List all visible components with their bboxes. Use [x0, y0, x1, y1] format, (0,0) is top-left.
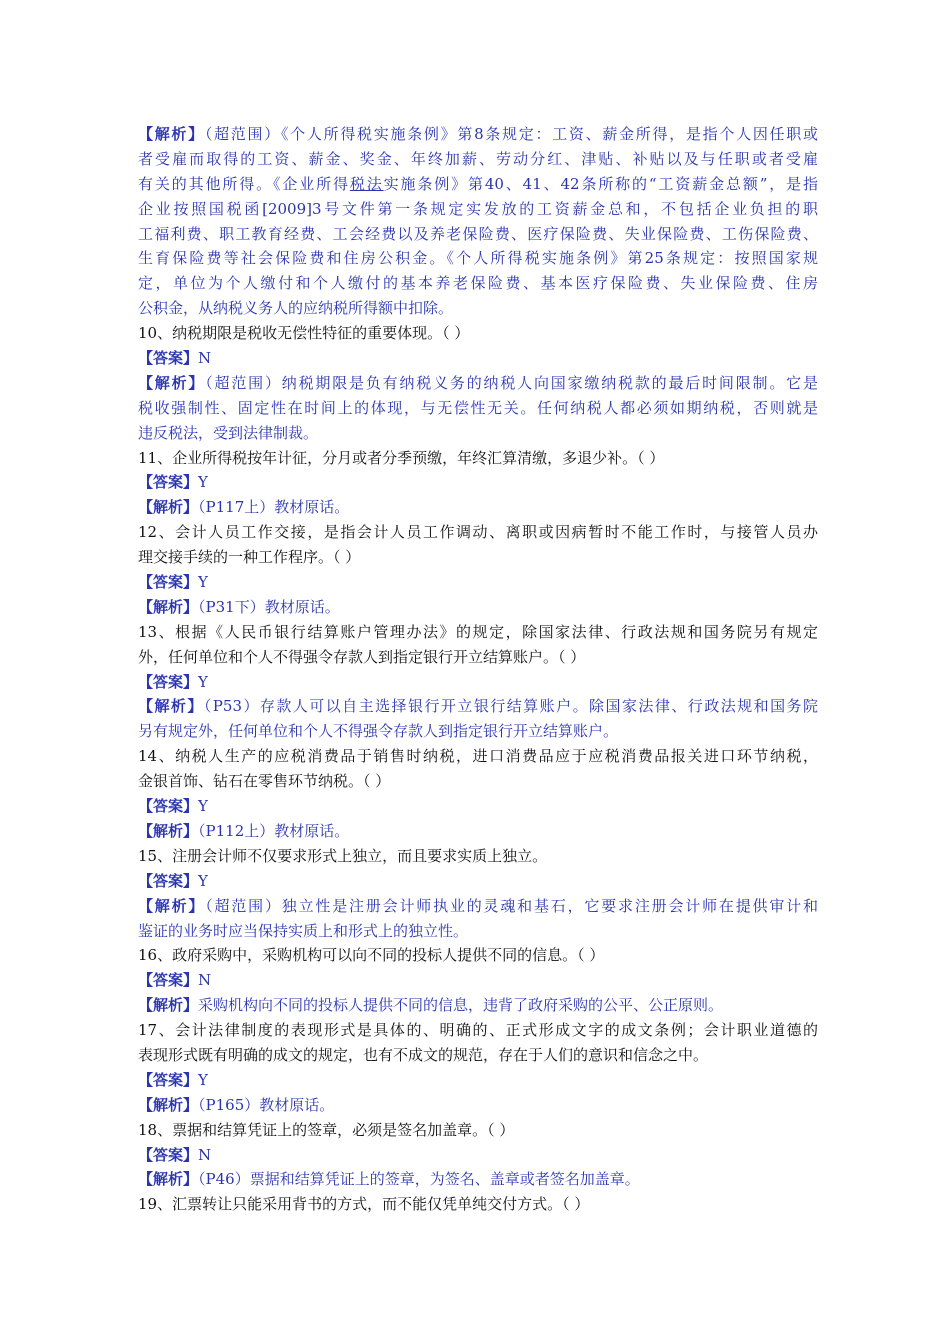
analysis-line: 税收强制性、固定性在时间上的体现，与无偿性无关。任何纳税人都必须如期纳税，否则就是: [138, 398, 818, 417]
question-19: 19、汇票转让只能采用背书的方式，而不能仅凭单纯交付方式。（ ）: [138, 1195, 590, 1214]
analysis-line: 公积金，从纳税义务人的应纳税所得额中扣除。: [138, 299, 454, 318]
answer-value: N: [198, 349, 212, 368]
analysis-line: 定，单位为个人缴付和个人缴付的基本养老保险费、基本医疗保险费、失业保险费、住房: [138, 274, 818, 293]
analysis-label: 【解析】: [138, 821, 199, 840]
analysis-line: 企业按照国税函[2009]3号文件第一条规定实发放的工资薪金总和，不包括企业负担的职: [138, 199, 818, 218]
analysis-line: 工福利费、职工教育经费、工会经费以及养老保险费、医疗保险费、失业保险费、工伤保险费、: [138, 224, 818, 243]
answer-value: Y: [198, 871, 208, 890]
answer-value: Y: [198, 573, 208, 592]
answer-label: 【答案】: [138, 797, 199, 816]
analysis-label: 【解析】: [138, 597, 199, 616]
answer-18: [138, 1143, 818, 1168]
answer-value: Y: [198, 797, 208, 816]
question-15: 15、注册会计师不仅要求形式上独立，而且要求实质上独立。: [138, 846, 548, 865]
analysis-line: 生育保险费等社会保险费和住房公积金。《个人所得税实施条例》第25条规定：按照国家规: [138, 249, 818, 268]
answer-14: [138, 794, 818, 819]
answer-15: [138, 869, 818, 894]
analysis-14: 【解析】（P112上）教材原话。: [138, 821, 350, 840]
answer-label: 【答案】: [138, 573, 199, 592]
analysis-line: 另有规定外，任何单位和个人不得强令存款人到指定银行开立结算账户。: [138, 722, 619, 741]
question-13: 13、根据《人民币银行结算账户管理办法》的规定，除国家法律、行政法规和国务院另有规定: [138, 622, 818, 641]
question-14-cont: 金银首饰、钻石在零售环节纳税。（ ）: [138, 772, 391, 791]
answer-label: 【答案】: [138, 1145, 199, 1164]
question-10: 10、纳税期限是税收无偿性特征的重要体现。（ ）: [138, 324, 470, 343]
question-17-cont: 表现形式既有明确的成文的规定，也有不成文的规范，存在于人们的意识和信念之中。: [138, 1045, 709, 1064]
analysis-line: 违反税法，受到法律制裁。: [138, 423, 319, 442]
analysis-12: 【解析】（P31下）教材原话。: [138, 597, 340, 616]
analysis-16: 【解析】采购机构向不同的投标人提供不同的信息，违背了政府采购的公平、公正原则。: [138, 996, 724, 1015]
analysis-10: 【解析】（超范围）纳税期限是负有纳税义务的纳税人向国家缴纳税款的最后时间限制。它是: [138, 373, 818, 392]
question-17: 17、会计法律制度的表现形式是具体的、明确的、正式形成文字的成文条例；会计职业道德的: [138, 1021, 818, 1040]
answer-value: Y: [198, 1070, 208, 1089]
analysis-label: 【解析】: [138, 125, 205, 143]
answer-label: 【答案】: [138, 871, 199, 890]
answer-value: N: [198, 1145, 212, 1164]
answer-12: [138, 570, 818, 595]
analysis-label: 【解析】: [138, 1095, 199, 1114]
analysis-label: 【解析】: [138, 373, 206, 392]
answer-label: 【答案】: [138, 1070, 199, 1089]
answer-value: N: [198, 971, 212, 990]
question-12-cont: 理交接手续的一种工作程序。（ ）: [138, 548, 361, 567]
analysis-line: 者受雇而取得的工资、薪金、奖金、年终加薪、劳动分红、津贴、补贴以及与任职或者受雇: [138, 149, 818, 168]
question-12: 12、会计人员工作交接，是指会计人员工作调动、离职或因病暂时不能工作时，与接管人员办: [138, 523, 818, 542]
question-11: 11、企业所得税按年计征，分月或者分季预缴，年终汇算清缴，多退少补。（ ）: [138, 448, 665, 467]
analysis-line: 有关的其他所得。《企业所得税法实施条例》第40、41、42条所称的“工资薪金总额”，是指: [138, 174, 818, 193]
document-page: [138, 122, 818, 1217]
answer-11: [138, 470, 818, 495]
answer-17: [138, 1068, 818, 1093]
analysis-label: 【解析】: [138, 498, 199, 517]
answer-label: 【答案】: [138, 349, 199, 368]
answer-13: [138, 670, 818, 695]
analysis-13: 【解析】（P53）存款人可以自主选择银行开立银行结算账户。除国家法律、行政法规和国务院: [138, 697, 818, 716]
question-16: 16、政府采购中，采购机构可以向不同的投标人提供不同的信息。（ ）: [138, 946, 605, 965]
question-18: 18、票据和结算凭证上的签章，必须是签名加盖章。（ ）: [138, 1120, 515, 1139]
analysis-label: 【解析】: [138, 697, 204, 716]
answer-label: 【答案】: [138, 672, 199, 691]
answer-label: 【答案】: [138, 473, 199, 492]
analysis-label: 【解析】: [138, 896, 206, 915]
analysis-label: 【解析】: [138, 1170, 199, 1189]
analysis-line: 【解析】（超范围）《个人所得税实施条例》第8条规定：工资、薪金所得，是指个人因任职或: [138, 125, 818, 143]
analysis-15: 【解析】（超范围）独立性是注册会计师执业的灵魂和基石，它要求注册会计师在提供审计和: [138, 896, 818, 915]
analysis-17: 【解析】（P165）教材原话。: [138, 1095, 335, 1114]
answer-value: Y: [198, 672, 208, 691]
question-14: 14、纳税人生产的应税消费品于销售时纳税，进口消费品应于应税消费品报关进口环节纳税，: [138, 747, 818, 766]
answer-label: 【答案】: [138, 971, 199, 990]
answer-value: Y: [198, 473, 208, 492]
question-13-cont: 外，任何单位和个人不得强令存款人到指定银行开立结算账户。（ ）: [138, 647, 586, 666]
analysis-line: 鉴证的业务时应当保持实质上和形式上的独立性。: [138, 921, 469, 940]
analysis-11: 【解析】（P117上）教材原话。: [138, 498, 350, 517]
answer-10: [138, 346, 818, 371]
answer-16: [138, 968, 818, 993]
analysis-label: 【解析】: [138, 996, 199, 1015]
analysis-18: 【解析】（P46）票据和结算凭证上的签章，为签名、盖章或者签名加盖章。: [138, 1170, 640, 1189]
